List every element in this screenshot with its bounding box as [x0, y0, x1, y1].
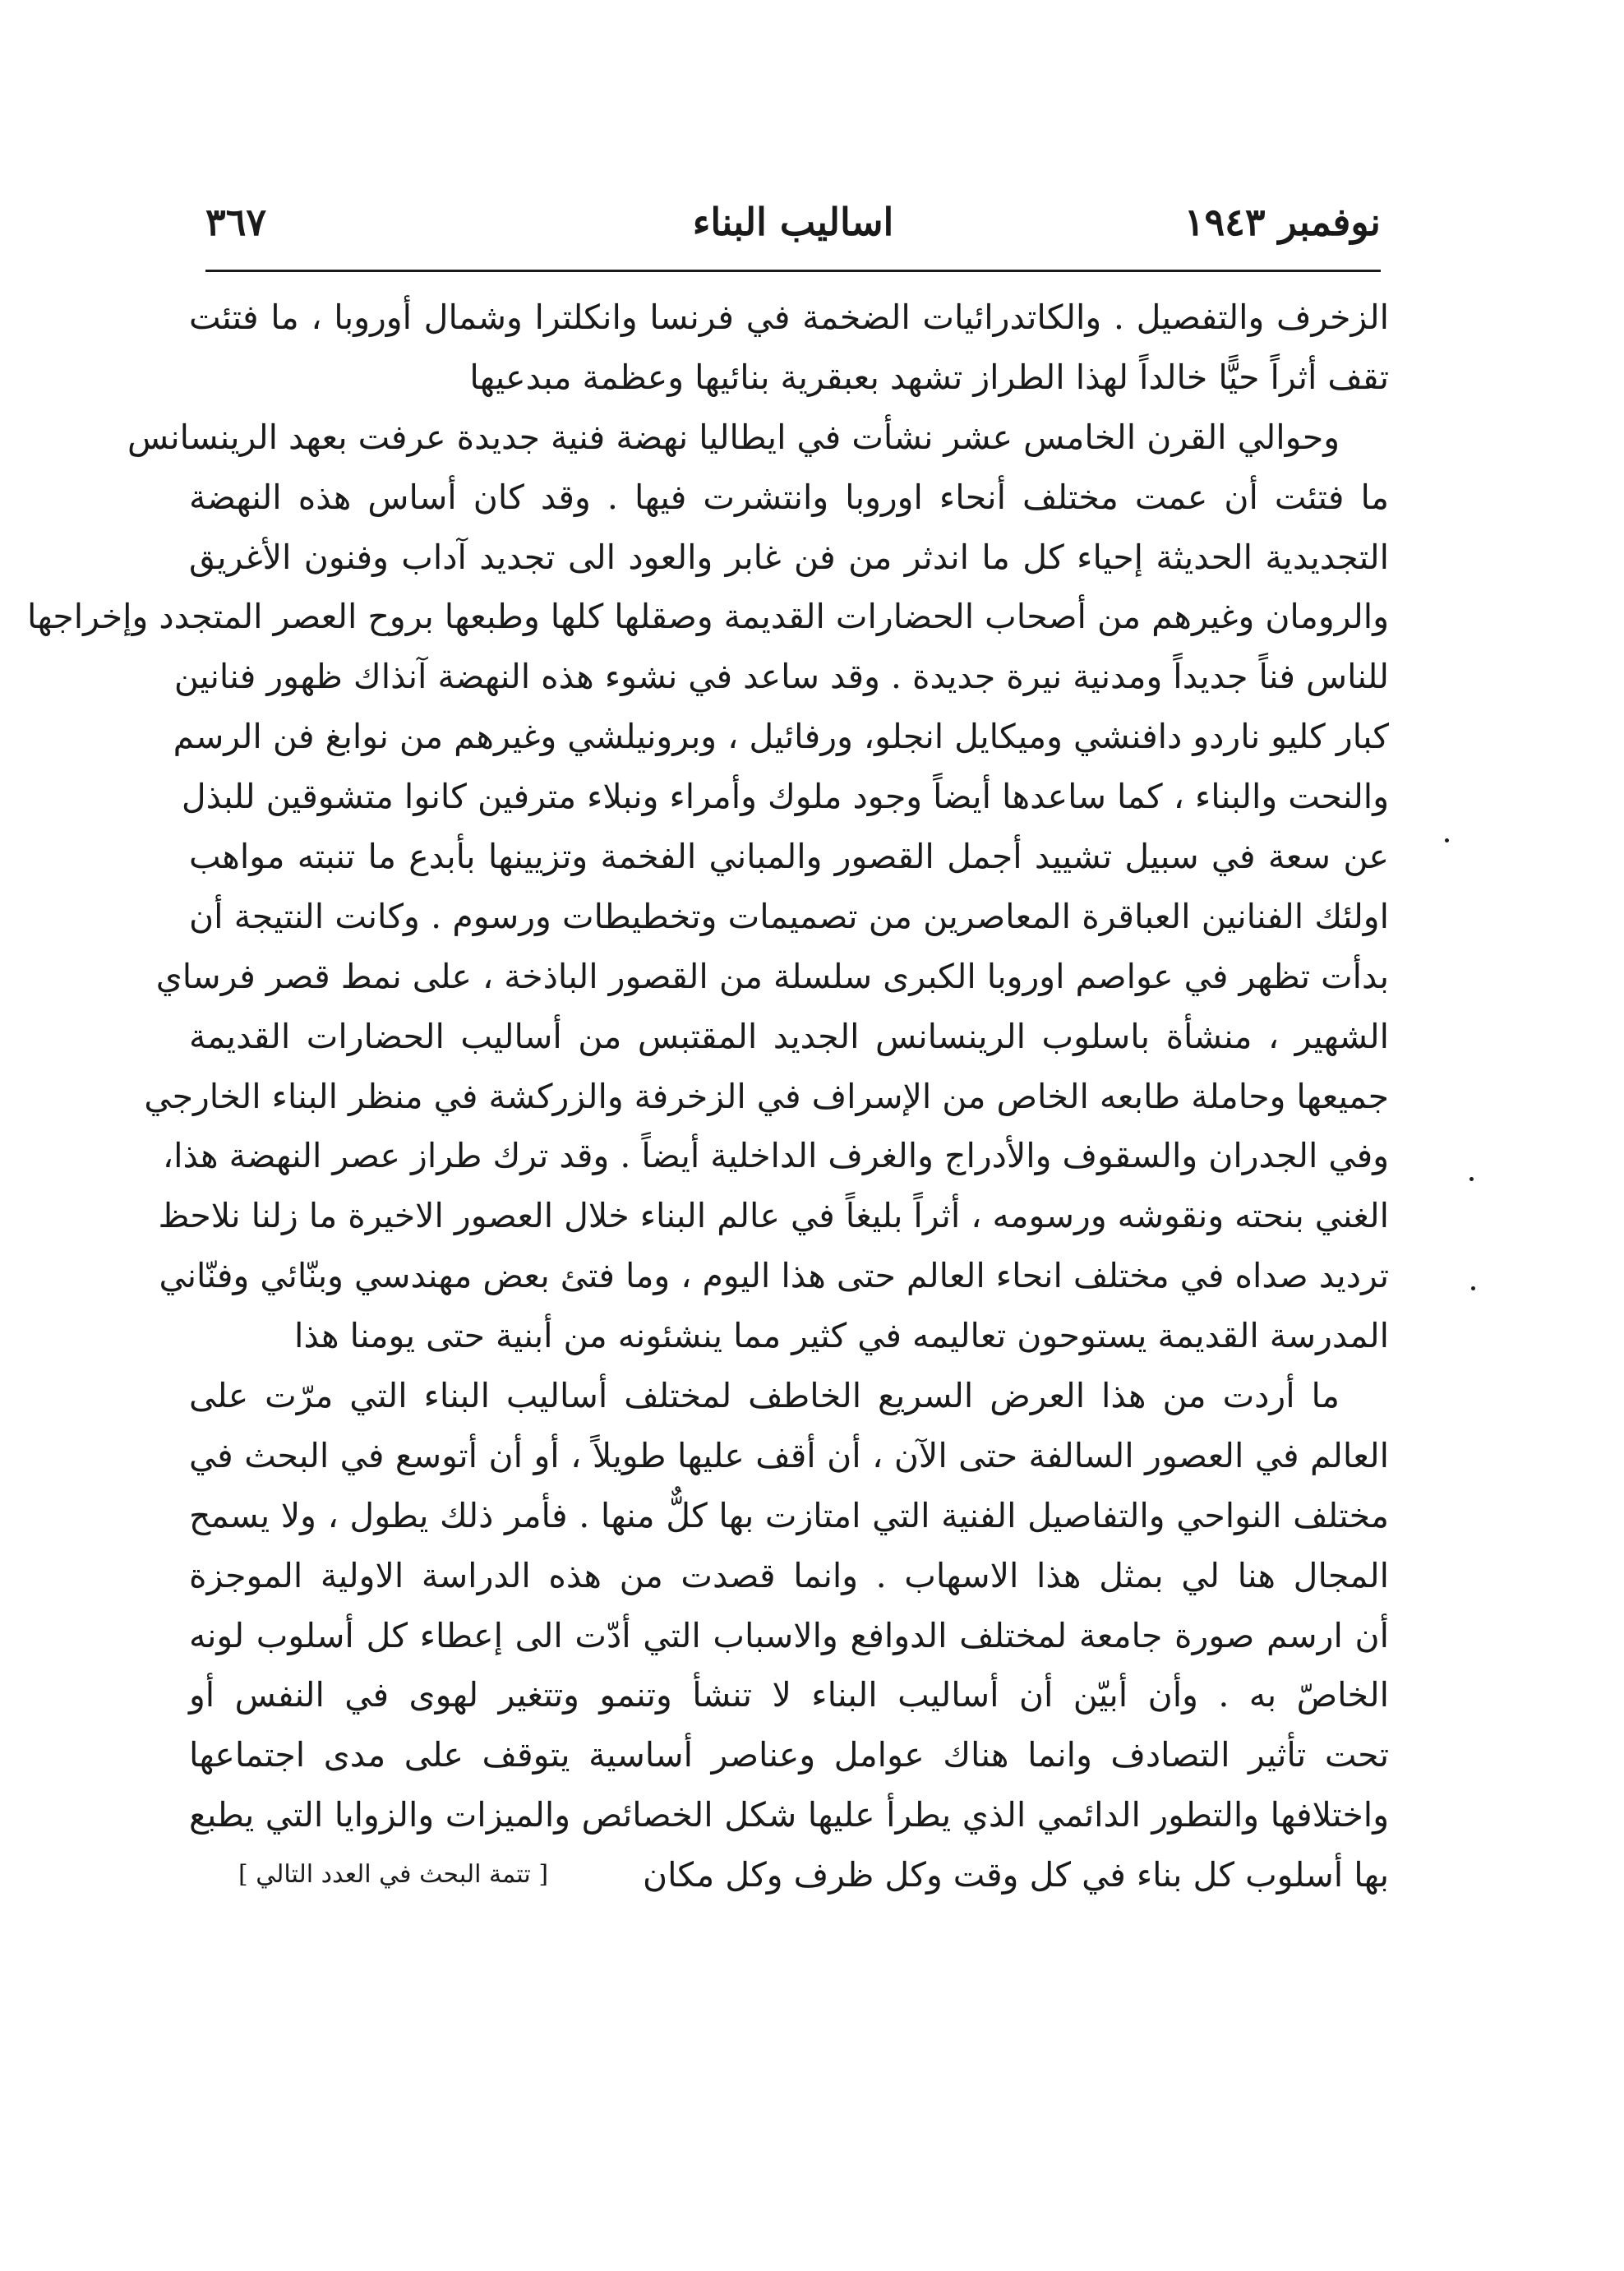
text-line: الزخرف والتفصيل . والكاتدرائيات الضخمة في فرنسا وانكلترا وشمال أوروبا ، ما فتئت	[189, 298, 1389, 337]
page-number: ٣٦٧	[205, 200, 267, 244]
text-line: للناس فناً جديداً ومدنية نيرة جديدة . وقد ساعد في نشوء هذه النهضة آنذاك ظهور فنانين	[173, 657, 1389, 697]
text-line: كبار كليو ناردو دافنشي وميكايل انجلو، ورفائيل ، وبرونيلشي وغيرهم من نوابغ فن الرسم	[173, 717, 1389, 757]
text-line: اولئك الفنانين العباقرة المعاصرين من تصميمات وتخطيطات ورسوم . وكانت النتيجة أن	[189, 896, 1389, 936]
text-line: تحت تأثير التصادف وانما هناك عوامل وعناصر أساسية يتوقف على مدى اجتماعها	[189, 1735, 1389, 1775]
text-line: المجال هنا لي بمثل هذا الاسهاب . وانما قصدت من هذه الدراسة الاولية الموجزة	[189, 1555, 1389, 1595]
margin-mark	[1469, 1177, 1474, 1181]
text-line: وحوالي القرن الخامس عشر نشأت في ايطاليا نهضة فنية جديدة عرفت بعهد الرينسانس	[127, 417, 1340, 457]
text-line: ما فتئت أن عمت مختلف أنحاء اوروبا وانتشرت فيها . وقد كان أساس هذه النهضة	[189, 477, 1389, 517]
final-sentence: بها أسلوب كل بناء في كل وقت وكل ظرف وكل مكان	[642, 1855, 1389, 1895]
text-line: والرومان وغيرهم من أصحاب الحضارات القديمة وصقلها كلها وطبعها بروح العصر المتجدد وإخراجها	[27, 597, 1389, 637]
continuation-note: [ تتمة البحث في العدد التالي ]	[238, 1860, 549, 1890]
text-line: التجديدية الحديثة إحياء كل ما اندثر من فن غابر والعود الى تجديد آداب وفنون الأغريق	[189, 537, 1389, 577]
text-line: بدأت تظهر في عواصم اوروبا الكبرى سلسلة من القصور الباذخة ، على نمط قصر فرساي	[155, 956, 1389, 996]
text-line: ما أردت من هذا العرض السريع الخاطف لمختلف أساليب البناء التي مرّت على	[189, 1376, 1340, 1416]
text-line: العالم في العصور السالفة حتى الآن ، أن أقف عليها طويلاً ، أو أن أتوسع في البحث في	[189, 1435, 1389, 1475]
text-line: واختلافها والتطور الدائمي الذي يطرأ عليها شكل الخصائص والميزات والزوايا التي يطبع	[189, 1795, 1389, 1835]
text-line: والنحت والبناء ، كما ساعدها أيضاً وجود ملوك وأمراء ونبلاء مترفين كانوا متشوقين للبذل	[181, 777, 1389, 817]
text-line: الخاصّ به . وأن أبيّن أن أساليب البناء لا تنشأ وتنمو وتتغير لهوى في النفس أو	[189, 1675, 1389, 1715]
final-text-line	[189, 1845, 1389, 1905]
text-line: وفي الجدران والسقوف والأدراج والغرف الداخلية أيضاً . وقد ترك طراز عصر النهضة هذا،	[162, 1136, 1389, 1176]
header-rule	[205, 270, 1381, 272]
text-line: ترديد صداه في مختلف انحاء العالم حتى هذا اليوم ، وما فتئ بعض مهندسي وبنّائي وفنّاني	[159, 1256, 1389, 1296]
text-line: الغني بنحته ونقوشه ورسومه ، أثراً بليغاً في عالم البناء خلال العصور الاخيرة ما زلنا نلاحظ	[158, 1196, 1389, 1236]
text-line: عن سعة في سبيل تشييد أجمل القصور والمباني الفخمة وتزيينها بأبدع ما تنبته مواهب	[189, 837, 1389, 877]
header-title: اساليب البناء	[692, 200, 894, 244]
text-line: تقف أثراً حيًّا خالداً لهذا الطراز تشهد بعبقرية بنائيها وعظمة مبدعيها	[469, 357, 1389, 397]
text-line: الشهير ، منشأة باسلوب الرينسانس الجديد المقتبس من أساليب الحضارات القديمة	[189, 1016, 1389, 1056]
text-line: مختلف النواحي والتفاصيل الفنية التي امتازت بها كلٌّ منها . فأمر ذلك يطول ، ولا يسمح	[189, 1495, 1389, 1535]
margin-mark	[1445, 838, 1449, 842]
page-header	[205, 187, 1381, 256]
text-line: جميعها وحاملة طابعه الخاص من الإسراف في الزخرفة والزركشة في منظر البناء الخارجي	[144, 1076, 1389, 1116]
text-line: المدرسة القديمة يستوحون تعاليمه في كثير مما ينشئونه من أبنية حتى يومنا هذا	[294, 1316, 1389, 1356]
article-body	[27, 288, 1389, 1905]
margin-mark	[1471, 1286, 1475, 1290]
header-date: نوفمبر ١٩٤٣	[1183, 200, 1381, 244]
text-line: أن ارسم صورة جامعة لمختلف الدوافع والاسباب التي أدّت الى إعطاء كل أسلوب لونه	[189, 1615, 1389, 1655]
